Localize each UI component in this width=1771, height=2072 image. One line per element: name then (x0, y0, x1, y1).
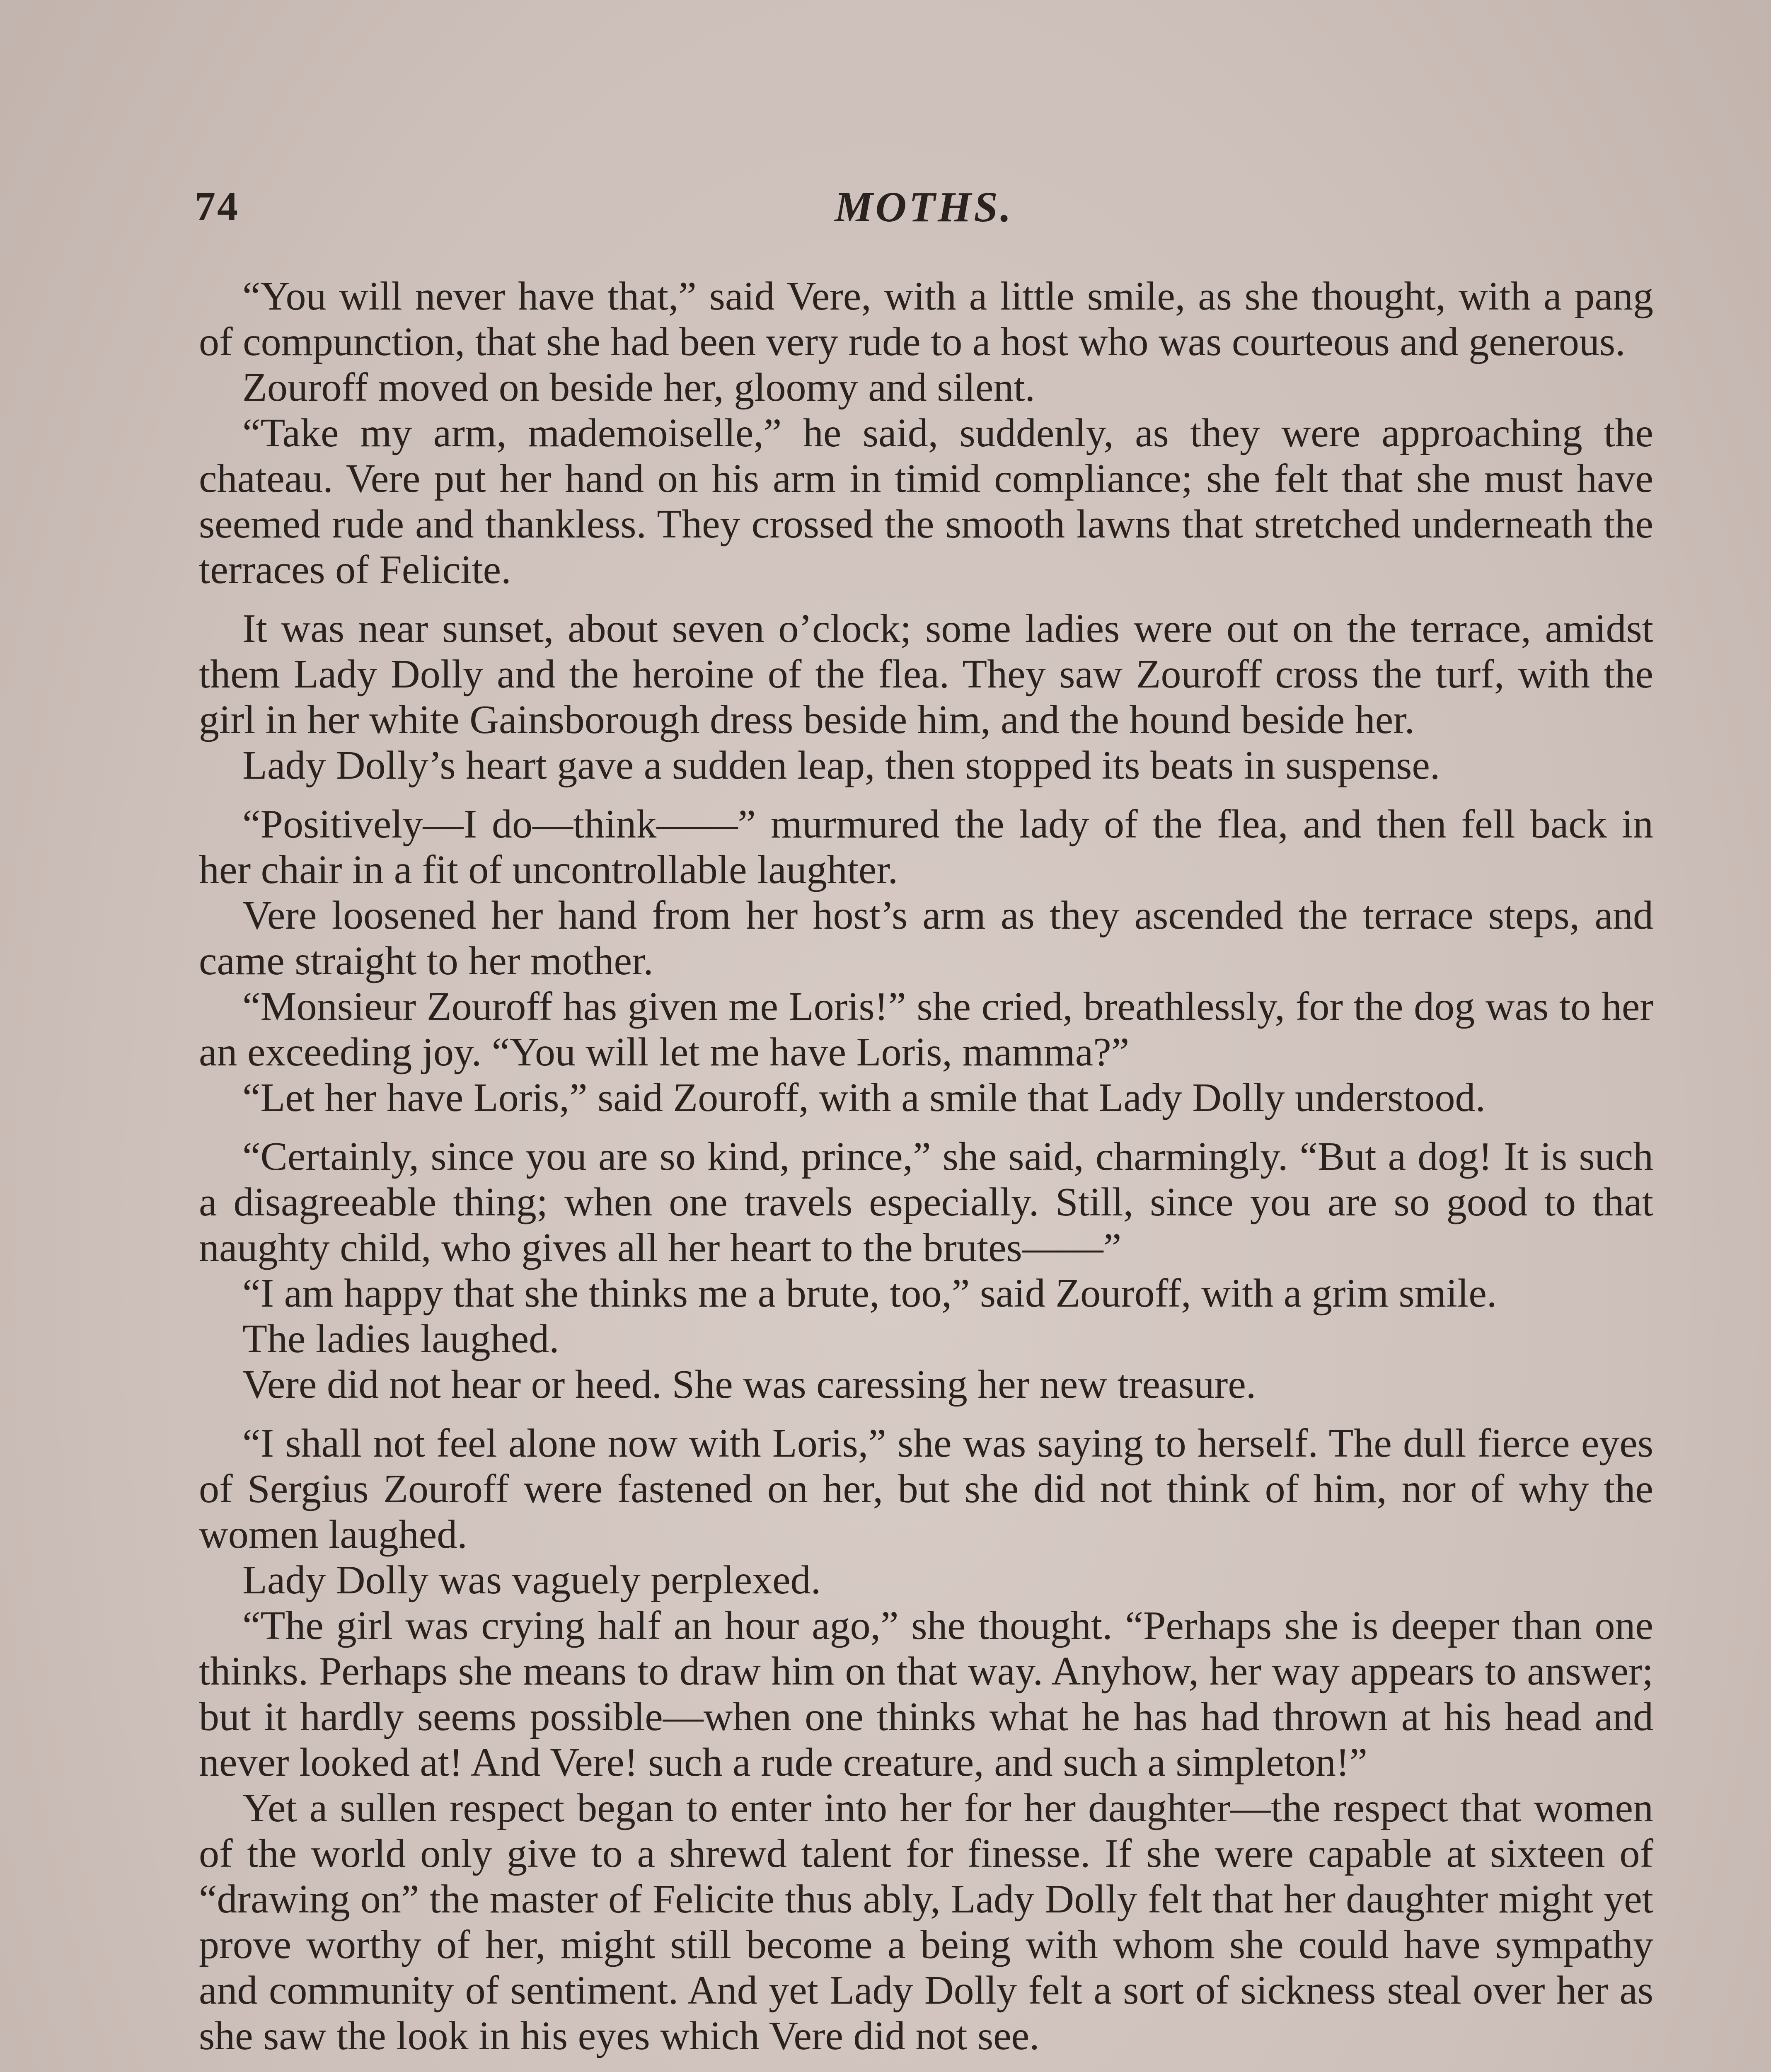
body-text (199, 274, 1653, 2059)
paragraph: Vere did not hear or heed. She was caressing her new treasure. (242, 1362, 1256, 1407)
paragraph: “You will never have that,” said Vere, with a little smile, as she thought, with a pang of compunction, that she had been very rude to a host who was courteous and generous. (199, 274, 1653, 364)
paragraph: “Let her have Loris,” said Zouroff, with a smile that Lady Dolly understood. (242, 1075, 1486, 1120)
paragraph: “Take my arm, mademoiselle,” he said, suddenly, as they were approaching the chateau. Vere put her hand on his arm in timid compliance; she felt that she must have seemed rude and thankless. They crossed the smooth lawns that stretched underneath the terraces of Felicite. (199, 411, 1653, 592)
paragraph: Lady Dolly was vaguely perplexed. (242, 1558, 821, 1602)
paragraph: “Positively—I do—think——” murmured the lady of the flea, and then fell back in her chair in a fit of uncontrollable laughter. (199, 802, 1653, 892)
paragraph: Vere loosened her hand from her host’s arm as they ascended the terrace steps, and came straight to her mother. (199, 893, 1653, 983)
paragraph: The ladies laughed. (242, 1317, 559, 1361)
paragraph: “Certainly, since you are so kind, prince,” she said, charmingly. “But a dog! It is such a disagreeable thing; when one travels especially. Still, since you are so good to that naughty child, who gives all her heart to the brutes——” (199, 1134, 1653, 1270)
page-number: 74 (195, 183, 240, 229)
page-header (195, 182, 1653, 240)
paragraph: It was near sunset, about seven o’clock; some ladies were out on the terrace, amidst them Lady Dolly and the heroine of the flea. They saw Zouroff cross the turf, with the girl in her white Gainsborough dress beside him, and the hound beside her. (199, 606, 1653, 742)
paragraph: “I am happy that she thinks me a brute, too,” said Zouroff, with a grim smile. (242, 1271, 1497, 1316)
running-title: MOTHS. (835, 183, 1014, 231)
paragraph: Yet a sullen respect began to enter into her for her daughter—the respect that women of the world only give to a shrewd talent for finesse. If she were capable at sixteen of “drawing on” the master of Felicite thus ably, Lady Dolly felt that her daughter might yet prove worthy of her, might still become a being with whom she could have sympathy and community of sentiment. And yet Lady Dolly felt a sort of sickness steal over her as she saw the look in his eyes which Vere did not see. (199, 1786, 1653, 2058)
paragraph: “The girl was crying half an hour ago,” she thought. “Perhaps she is deeper than one thinks. Perhaps she means to draw him on that way. Anyhow, her way appears to answer; but it hardly seems possible—when one thinks what he has had thrown at his head and never looked at! And Vere! such a rude creature, and such a simpleton!” (199, 1603, 1653, 1785)
paragraph: Zouroff moved on beside her, gloomy and silent. (242, 365, 1036, 410)
paragraph: “Monsieur Zouroff has given me Loris!” she cried, breathlessly, for the dog was to her an exceeding joy. “You will let me have Loris, mamma?” (199, 984, 1653, 1075)
paragraph: “I shall not feel alone now with Loris,” she was saying to herself. The dull fierce eyes of Sergius Zouroff were fastened on her, but she did not think of him, nor of why the women laughed. (199, 1421, 1653, 1557)
paragraph: Lady Dolly’s heart gave a sudden leap, then stopped its beats in suspense. (242, 743, 1440, 788)
